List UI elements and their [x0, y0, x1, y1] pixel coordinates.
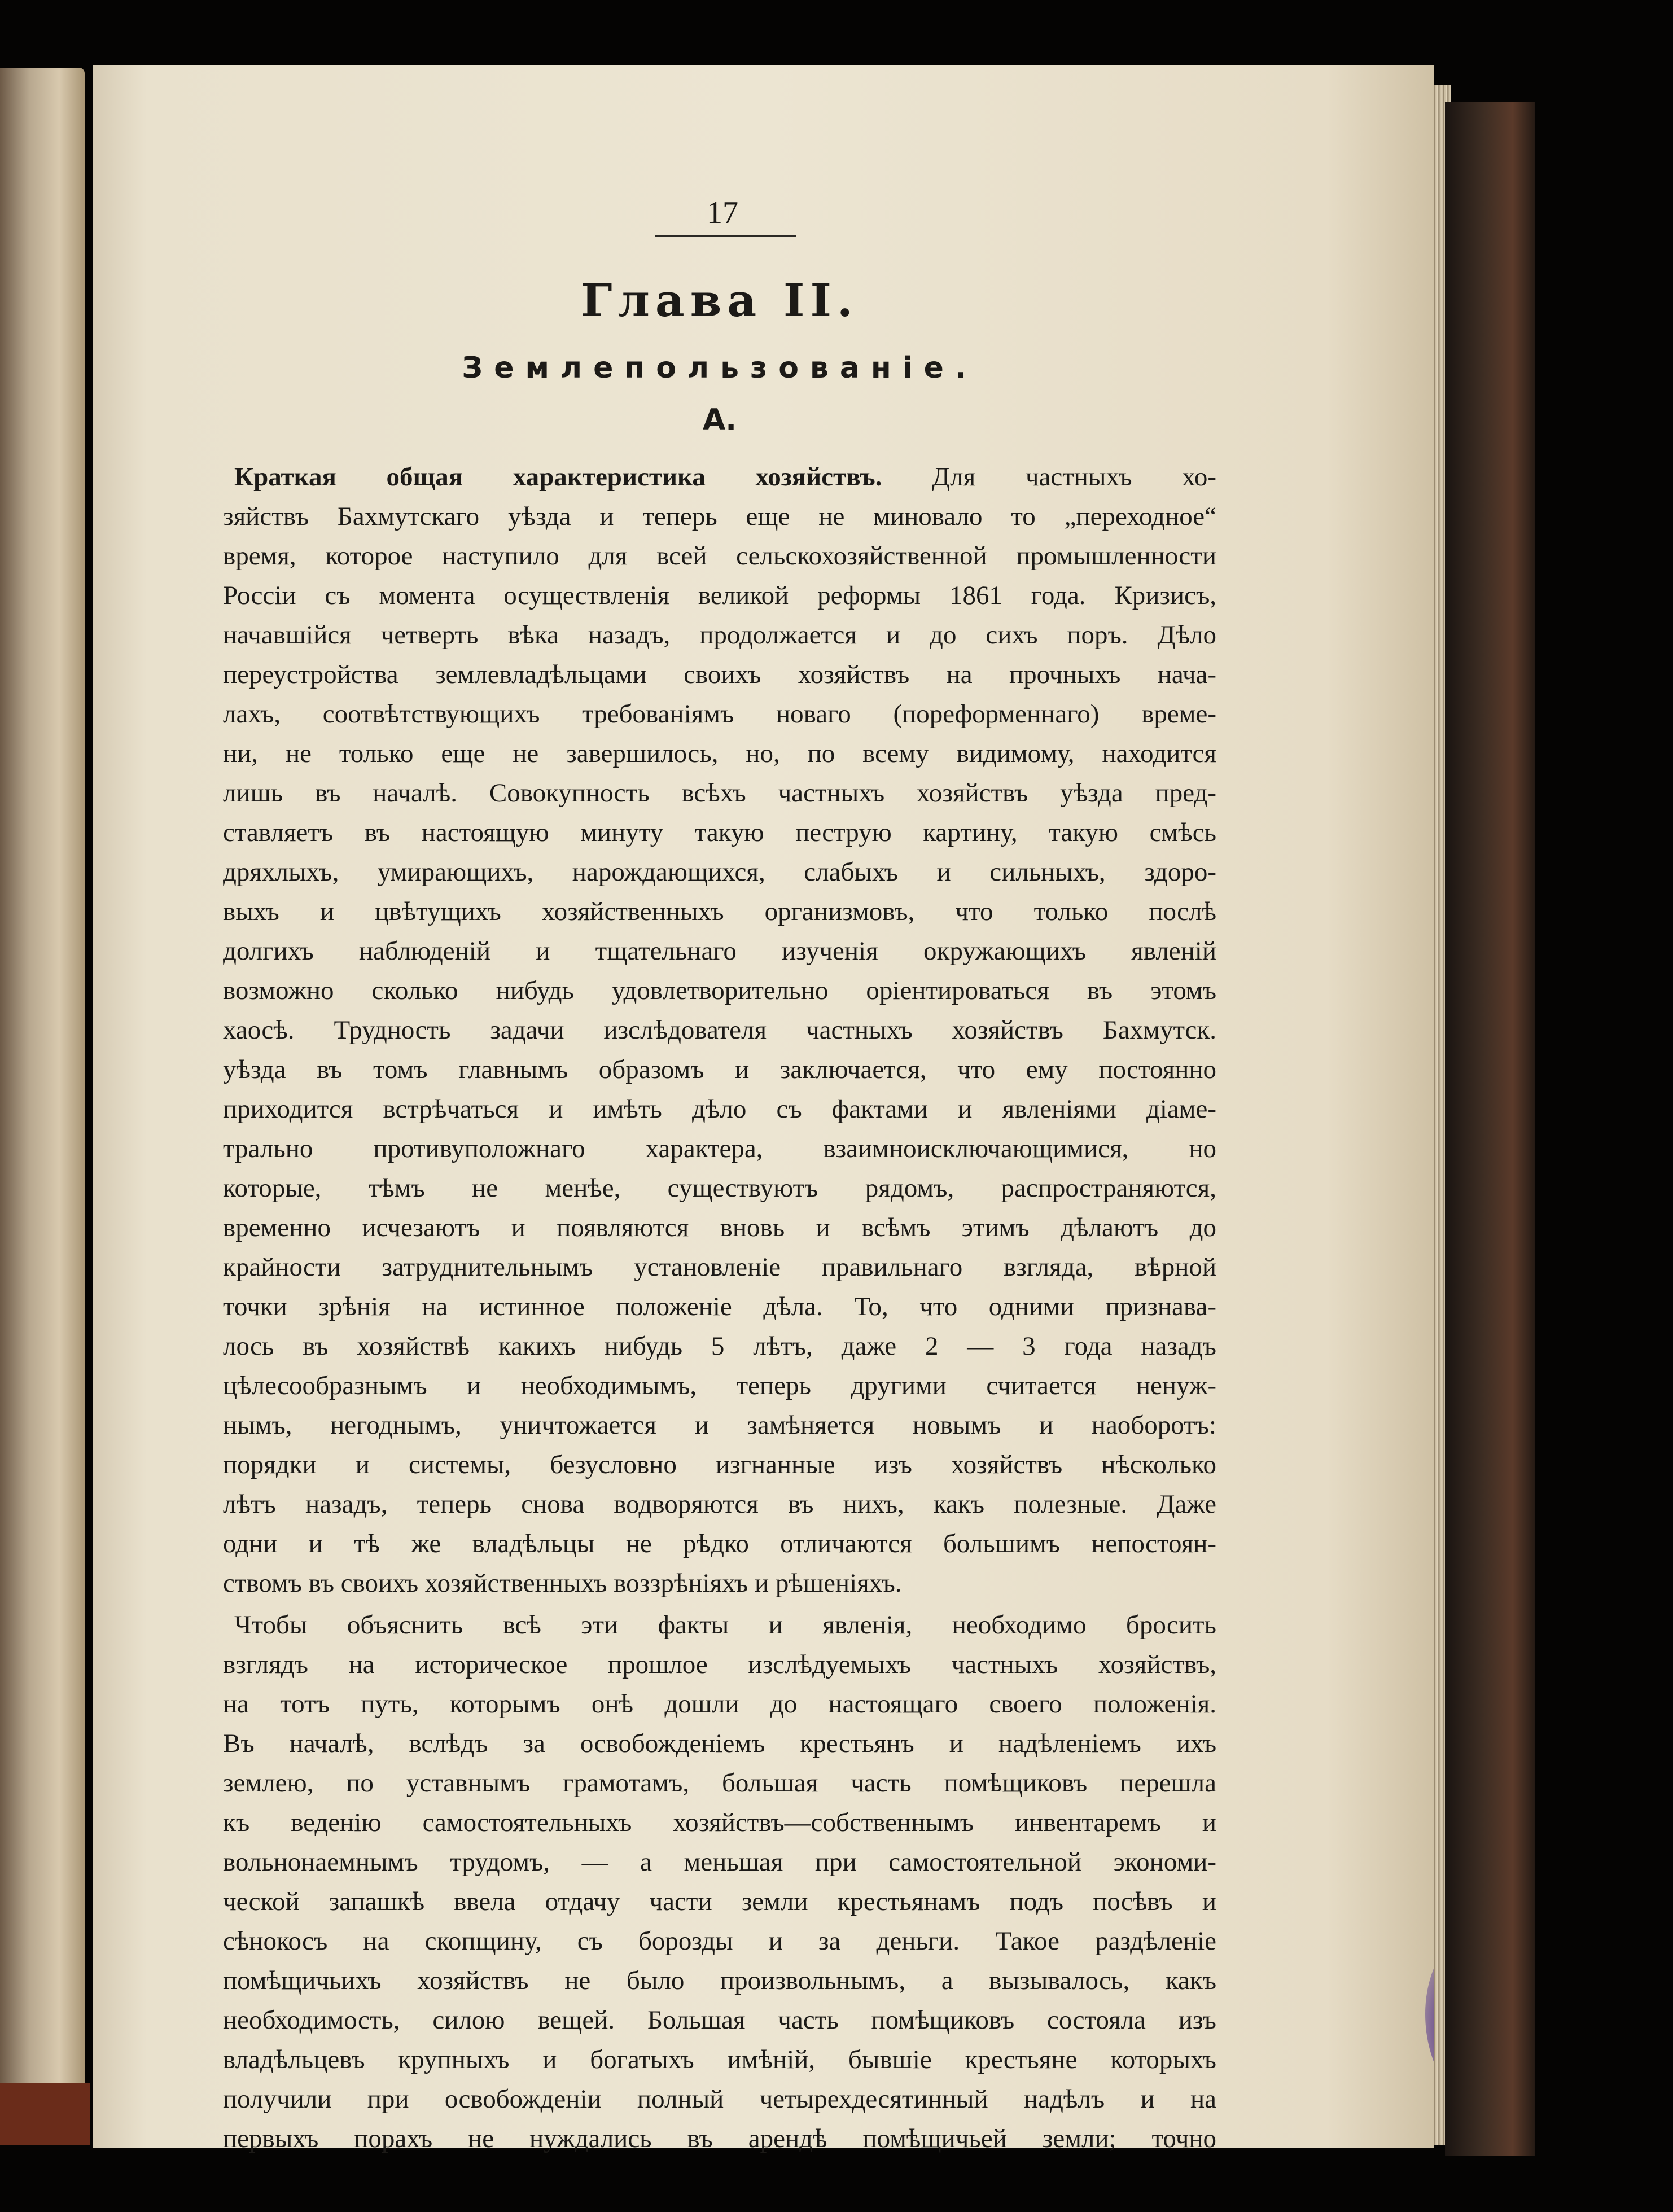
- right-book-cover: [1445, 102, 1535, 2156]
- text-line: временно исчезаютъ и появляются вновь и всѣмъ этимъ дѣлаютъ до: [223, 1213, 1216, 1242]
- text-line: которые, тѣмъ не менѣе, существуютъ рядомъ, распространяются,: [223, 1173, 1216, 1203]
- text-line: сѣнокосъ на скопщину, съ борозды и за деньги. Такое раздѣленіе: [223, 1926, 1216, 1956]
- text-line: ни, не только еще не завершилось, но, по всему видимому, находится: [223, 739, 1216, 768]
- chapter-title: Глава II.: [581, 274, 859, 327]
- text-line: лось въ хозяйствѣ какихъ нибудь 5 лѣтъ, даже 2 — 3 года назадъ: [223, 1331, 1216, 1361]
- text-line: нымъ, негоднымъ, уничтожается и замѣняется новымъ и наоборотъ:: [223, 1411, 1216, 1440]
- text-line: ческой запашкѣ ввела отдачу части земли крестьянамъ подъ посѣвъ и: [223, 1887, 1216, 1916]
- ink-stain: [1425, 1928, 1434, 2108]
- text-line: Россіи съ момента осуществленія великой реформы 1861 года. Кризисъ,: [223, 581, 1216, 610]
- text-line: возможно сколько нибудь удовлетворительно оріентироваться въ этомъ: [223, 976, 1216, 1005]
- page-number: 17: [707, 195, 738, 230]
- text-line: вольнонаемнымъ трудомъ, — а меньшая при самостоятельной экономи-: [223, 1847, 1216, 1877]
- text-line: землею, по уставнымъ грамотамъ, большая часть помѣщиковъ перешла: [223, 1768, 1216, 1798]
- text-line: дряхлыхъ, умирающихъ, нарождающихся, слабыхъ и сильныхъ, здоро-: [223, 857, 1216, 887]
- text-line: долгихъ наблюденій и тщательнаго изученія окружающихъ явленій: [223, 936, 1216, 966]
- text-line: лахъ, соотвѣтствующихъ требованіямъ новаго (пореформеннаго) време-: [223, 699, 1216, 729]
- text-line: время, которое наступило для всей сельскохозяйственной промышленности: [223, 541, 1216, 571]
- text-line: зяйствъ Бахмутскаго уѣзда и теперь еще не миновало то „переходное“: [223, 502, 1216, 531]
- text-line: къ веденію самостоятельныхъ хозяйствъ—собственнымъ инвентаремъ и: [223, 1808, 1216, 1837]
- text-line: одни и тѣ же владѣльцы не рѣдко отличаются большимъ непостоян-: [223, 1529, 1216, 1558]
- section-letter: А.: [703, 403, 737, 437]
- paragraph-1: [223, 457, 1216, 1603]
- text-line: Чтобы объяснить всѣ эти факты и явленія, необходимо бросить: [234, 1610, 1216, 1640]
- text-line: взглядъ на историческое прошлое изслѣдуемыхъ частныхъ хозяйствъ,: [223, 1650, 1216, 1679]
- text-line: необходимость, силою вещей. Большая часть помѣщиковъ состояла изъ: [223, 2005, 1216, 2035]
- text-line: переустройства землевладѣльцами своихъ хозяйствъ на прочныхъ нача-: [223, 660, 1216, 689]
- chapter-subtitle: Землепользованіе.: [462, 351, 978, 385]
- text-line: выхъ и цвѣтущихъ хозяйственныхъ организмовъ, что только послѣ: [223, 897, 1216, 926]
- left-book-cover: [0, 2083, 90, 2145]
- text-line: Въ началѣ, вслѣдъ за освобожденіемъ крестьянъ и надѣленіемъ ихъ: [223, 1729, 1216, 1758]
- text-line: хаосѣ. Трудность задачи изслѣдователя частныхъ хозяйствъ Бахмутск.: [223, 1015, 1216, 1045]
- text-line: первыхъ порахъ не нуждались въ арендѣ помѣщичьей земли; точно: [223, 2124, 1216, 2153]
- text-line-fragment: Для частныхъ хо-: [932, 462, 1216, 492]
- text-line: точки зрѣнія на истинное положеніе дѣла. То, что одними признава-: [223, 1292, 1216, 1321]
- text-line: приходится встрѣчаться и имѣть дѣло съ фактами и явленіями діаме-: [223, 1094, 1216, 1124]
- text-line: получили при освобожденіи полный четырехдесятинный надѣлъ и на: [223, 2084, 1216, 2114]
- text-line: начавшійся четверть вѣка назадъ, продолжается и до сихъ поръ. Дѣло: [223, 620, 1216, 650]
- text-line: порядки и системы, безусловно изгнанные изъ хозяйствъ нѣсколько: [223, 1450, 1216, 1479]
- paragraph-lead-heading: Краткая общая характеристика хозяйствъ.: [234, 462, 882, 492]
- text-line: цѣлесообразнымъ и необходимымъ, теперь другими считается ненуж-: [223, 1371, 1216, 1400]
- text-line: ствомъ въ своихъ хозяйственныхъ воззрѣніяхъ и рѣшеніяхъ.: [223, 1569, 902, 1598]
- paragraph-2: [223, 1605, 1216, 2158]
- left-page-edge: [0, 68, 85, 2145]
- page-content: [223, 195, 1216, 2158]
- text-line: ставляетъ въ настоящую минуту такую пеструю картину, такую смѣсь: [223, 818, 1216, 847]
- text-line: помѣщичьихъ хозяйствъ не было произвольнымъ, а вызывалось, какъ: [223, 1966, 1216, 1995]
- text-line: на тотъ путь, которымъ онѣ дошли до настоящаго своего положенія.: [223, 1689, 1216, 1719]
- text-line: лишь въ началѣ. Совокупность всѣхъ частныхъ хозяйствъ уѣзда пред-: [223, 778, 1216, 808]
- text-line: владѣльцевъ крупныхъ и богатыхъ имѣній, бывшіе крестьяне которыхъ: [223, 2045, 1216, 2074]
- text-line: крайности затруднительнымъ установленіе правильнаго взгляда, вѣрной: [223, 1252, 1216, 1282]
- text-line: [223, 457, 1216, 497]
- text-line: уѣзда въ томъ главнымъ образомъ и заключается, что ему постоянно: [223, 1055, 1216, 1084]
- text-line: лѣтъ назадъ, теперь снова водворяются въ нихъ, какъ полезные. Даже: [223, 1490, 1216, 1519]
- page-number-rule: [655, 235, 796, 237]
- text-line: трально противуположнаго характера, взаимноисключающимися, но: [223, 1134, 1216, 1163]
